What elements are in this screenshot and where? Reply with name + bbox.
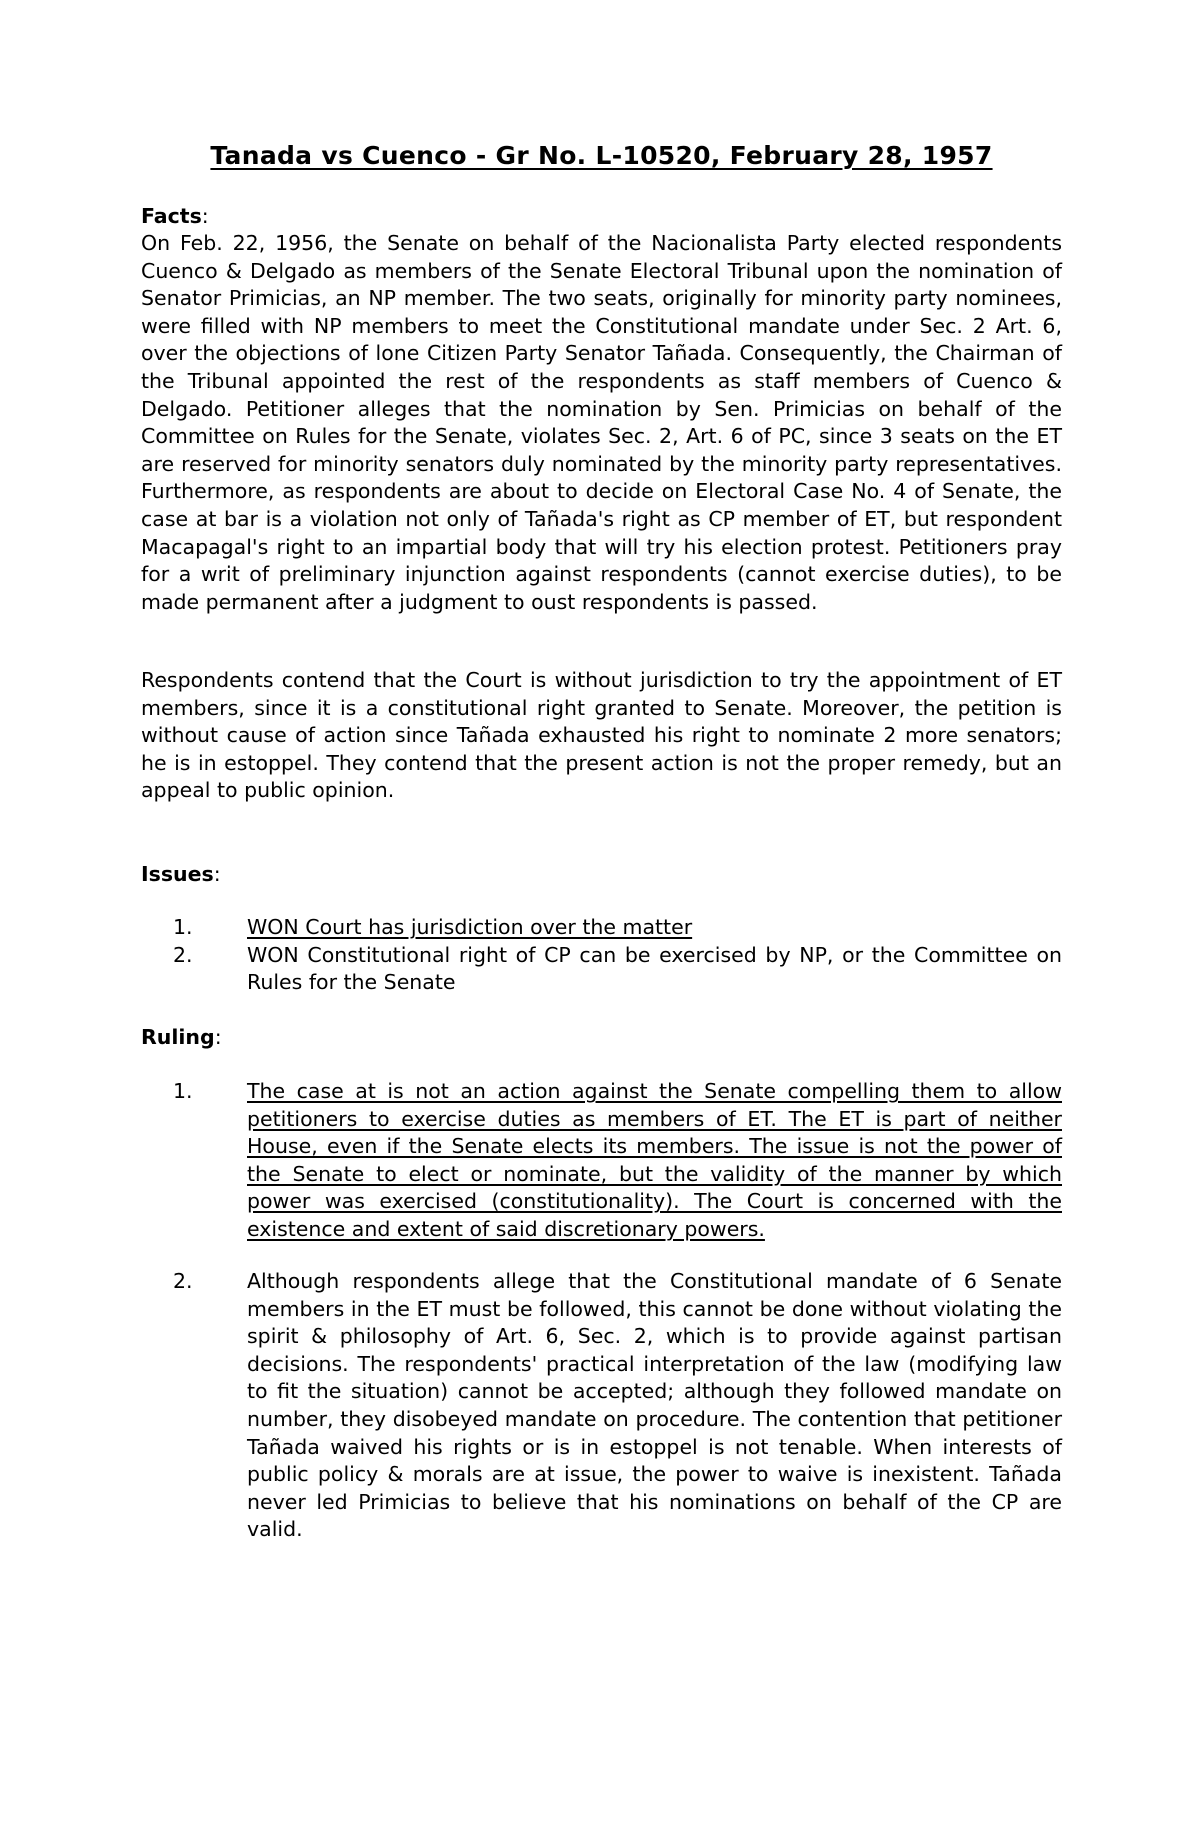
issue-number: 1.: [173, 915, 193, 939]
facts-heading: [141, 202, 209, 230]
ruling-item: [141, 1078, 1062, 1244]
ruling-number: 1.: [173, 1079, 193, 1103]
issues-heading: [141, 860, 221, 888]
ruling-heading: [141, 1023, 222, 1051]
issue-number: 2.: [173, 942, 193, 967]
ruling-colon: :: [214, 1025, 222, 1049]
issues-label: Issues: [141, 862, 214, 886]
issues-list: [141, 914, 1062, 997]
issue-item: [141, 942, 1062, 997]
facts-paragraph-2: Respondents contend that the Court is without jurisdiction to try the appointment of ET members, since it is a constitutional right granted to Senate. Moreover, the petition is without cause of action since Tañada exhausted his right to nominate 2 more senators; he is in estoppel. They contend that the present action is not the proper remedy, but an appeal to public opinion.: [141, 668, 1062, 803]
issue-text: WON Constitutional right of CP can be exercised by NP, or the Committee on Rules for the Senate: [247, 942, 1062, 995]
facts-paragraph-1: On Feb. 22, 1956, the Senate on behalf of the Nacionalista Party elected respondents Cuenco & Delgado as members of the Senate Electoral Tribunal upon the nomination of Senator Primicias, an NP member. The two seats, originally for minority party nominees, were filled with NP members to meet the Constitutional mandate under Sec. 2 Art. 6, over the objections of lone Citizen Party Senator Tañada. Consequently, the Chairman of the Tribunal appointed the rest of the respondents as staff members of Cuenco & Delgado. Petitioner alleges that the nomination by Sen. Primicias on behalf of the Committee on Rules for the Senate, violates Sec. 2, Art. 6 of PC, since 3 seats on the ET are reserved for minority senators duly nominated by the minority party representatives. Furthermore, as respondents are about to decide on Electoral Case No. 4 of Senate, the case at bar is a violation not only of Tañada's right as CP member of ET, but respondent Macapagal's right to an impartial body that will try his election protest. Petitioners pray for a writ of preliminary injunction against respondents (cannot exercise duties), to be made permanent after a judgment to oust respondents is passed.: [141, 231, 1062, 614]
ruling-list-2: [141, 1268, 1062, 1544]
document-title: Tanada vs Cuenco - Gr No. L-10520, February 28, 1957: [210, 141, 993, 170]
issue-item: [141, 914, 1062, 942]
facts-colon: :: [201, 204, 209, 228]
ruling-item: [141, 1268, 1062, 1544]
issue-text: WON Court has jurisdiction over the matter: [247, 915, 693, 939]
ruling-text: Although respondents allege that the Constitutional mandate of 6 Senate members in the ET must be followed, this cannot be done without violating the spirit & philosophy of Art. 6, Sec. 2, which is to provide against partisan decisions. The respondents' practical interpretation of the law (modifying law to fit the situation) cannot be accepted; although they followed mandate on number, they disobeyed mandate on procedure. The contention that petitioner Tañada waived his rights or is in estoppel is not tenable. When interests of public policy & morals are at issue, the power to waive is inexistent. Tañada never led Primicias to believe that his nominations on behalf of the CP are valid.: [247, 1269, 1062, 1542]
ruling-text: The case at is not an action against the Senate compelling them to allow petitioners to exercise duties as members of ET. The ET is part of neither House, even if the Senate elects its members. The issue is not the power of the Senate to elect or nominate, but the validity of the manner by which power was exercised (constitutionality). The Court is concerned with the existence and extent of said discretionary powers.: [247, 1079, 1062, 1241]
ruling-label: Ruling: [141, 1025, 215, 1049]
ruling-list-1: [141, 1078, 1062, 1244]
facts-label: Facts: [141, 204, 202, 228]
ruling-number: 2.: [173, 1269, 193, 1293]
issues-colon: :: [213, 862, 221, 886]
